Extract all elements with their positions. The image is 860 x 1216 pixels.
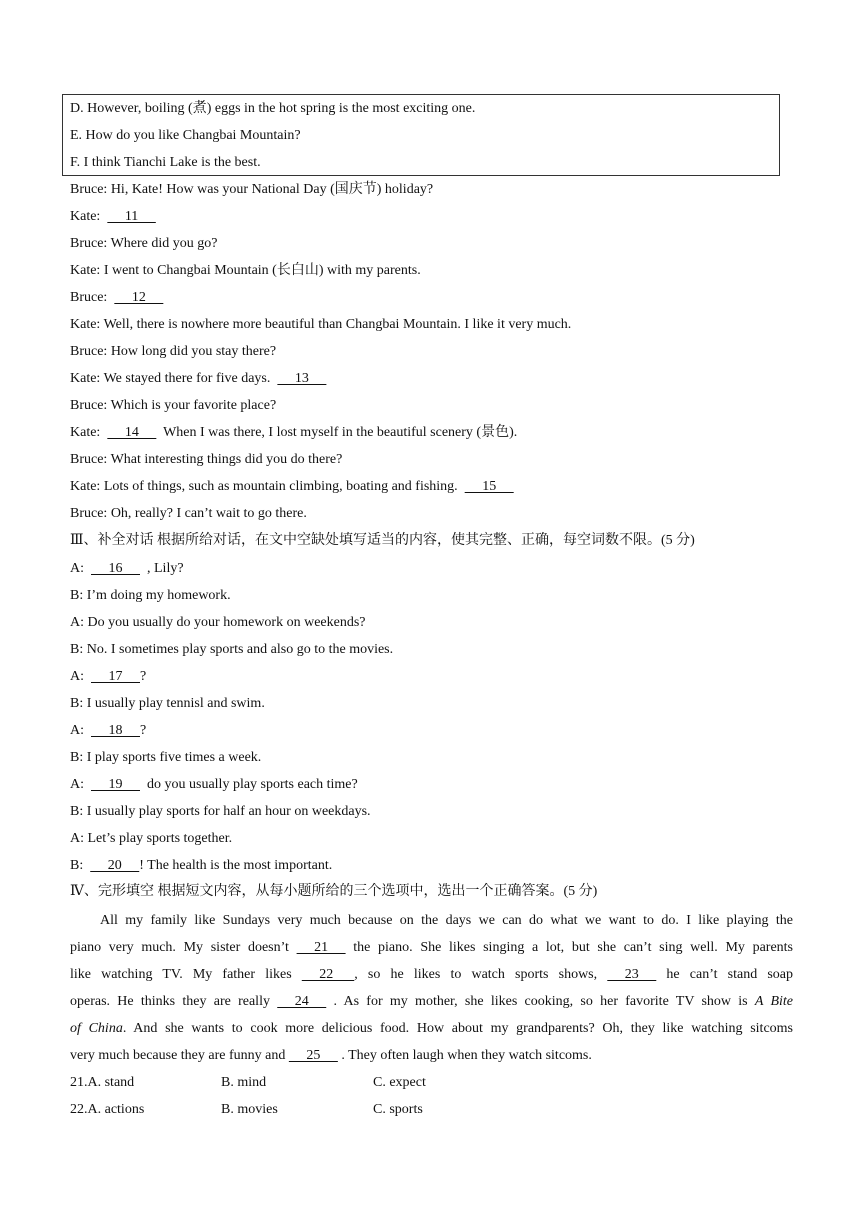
answer-blank[interactable]: 12 <box>114 290 164 305</box>
dialog-text: A: <box>70 561 91 576</box>
dialog-text: B: I’m doing my homework. <box>70 588 231 603</box>
option-f: F. I think Tianchi Lake is the best. <box>70 155 261 170</box>
dialog-line <box>70 262 421 280</box>
passage-line-3 <box>70 966 793 984</box>
dialog-line <box>70 397 276 415</box>
dialog-text: ! The health is the most important. <box>139 858 333 873</box>
dialog-line <box>70 641 393 659</box>
dialog-text: ? <box>140 669 147 684</box>
passage-line-2 <box>70 939 793 957</box>
dialog-line <box>70 857 332 875</box>
dialog-line <box>70 181 433 199</box>
dialog-text: do you usually play sports each time? <box>140 777 358 792</box>
dialog-line <box>70 316 571 334</box>
dialog-line <box>70 451 342 469</box>
blank-23[interactable]: 23 <box>607 967 657 982</box>
blank-21[interactable]: 21 <box>296 940 346 955</box>
dialog-line <box>70 235 217 253</box>
passage-text: , so he likes to watch sports shows, <box>354 967 608 982</box>
dialog-text: Kate: I went to Changbai Mountain (长白山) with my parents. <box>70 263 421 278</box>
dialog-line <box>70 830 232 848</box>
passage-text: operas. He thinks they are really <box>70 994 278 1009</box>
dialog-text: , Lily? <box>140 561 184 576</box>
dialog-line <box>70 505 307 523</box>
blank-24[interactable]: 24 <box>277 994 327 1009</box>
choice-22-b[interactable]: B. movies <box>221 1102 278 1117</box>
passage-text: like watching TV. My father likes <box>70 967 302 982</box>
passage-line-6 <box>70 1047 592 1065</box>
passage-line-5 <box>70 1020 793 1038</box>
dialog-line <box>70 614 366 632</box>
dialog-text: A: Let’s play sports together. <box>70 831 233 846</box>
dialog-text: Kate: Lots of things, such as mountain climbing, boating and fishing. <box>70 479 465 494</box>
dialog-text: B: I play sports five times a week. <box>70 750 262 765</box>
passage-text: . As for my mother, she likes cooking, so her favorite TV show is <box>326 994 755 1009</box>
choice-21-a[interactable]: 21.A. stand <box>70 1075 135 1090</box>
dialog-text: When I was there, I lost myself in the beautiful scenery (景色). <box>156 425 518 440</box>
answer-blank[interactable]: 20 <box>90 858 140 873</box>
dialog-line <box>70 695 265 713</box>
dialog-line <box>70 289 163 307</box>
choice-22-a[interactable]: 22.A. actions <box>70 1102 145 1117</box>
answer-blank[interactable]: 14 <box>107 425 157 440</box>
passage-line-1 <box>100 912 793 930</box>
passage-text: the piano. She likes singing a lot, but she can’t sing well. My parents <box>345 940 793 955</box>
dialog-text: Kate: <box>70 209 108 224</box>
dialog-line <box>70 749 261 767</box>
dialog-line <box>70 478 514 496</box>
choice-21-c[interactable]: C. expect <box>373 1075 426 1090</box>
passage-text: he can’t stand soap <box>656 967 793 982</box>
passage-line-4 <box>70 993 793 1011</box>
dialog-line <box>70 668 146 686</box>
dialog-line <box>70 424 517 442</box>
dialog-line <box>70 803 371 821</box>
answer-blank[interactable]: 13 <box>277 371 327 386</box>
dialog-text: Bruce: Hi, Kate! How was your National Day (国庆节) holiday? <box>70 182 434 197</box>
dialog-line <box>70 722 146 740</box>
passage-text: . And she wants to cook more delicious food. How about my grandparents? Oh, they like watching sitcoms <box>122 1021 793 1036</box>
passage-italic-title: of China <box>70 1021 123 1036</box>
dialog-line <box>70 343 276 361</box>
passage-text: piano very much. My sister doesn’t <box>70 940 297 955</box>
answer-blank[interactable]: 11 <box>107 209 156 224</box>
option-e: E. How do you like Changbai Mountain? <box>70 128 301 143</box>
dialog-text: Kate: Well, there is nowhere more beautiful than Changbai Mountain. I like it very much. <box>70 317 572 332</box>
dialog-text: Bruce: Oh, really? I can’t wait to go there. <box>70 506 307 521</box>
passage-text: . They often laugh when they watch sitcoms. <box>337 1048 592 1063</box>
dialog-text: ? <box>140 723 147 738</box>
dialog-line <box>70 587 231 605</box>
dialog-text: Bruce: <box>70 290 115 305</box>
dialog-line <box>70 370 326 388</box>
dialog-text: B: <box>70 858 91 873</box>
blank-25[interactable]: 25 <box>288 1048 338 1063</box>
dialog-text: B: I usually play tennisl and swim. <box>70 696 265 711</box>
dialog-text: Kate: <box>70 425 108 440</box>
section-4-title: Ⅳ、完形填空 根据短文内容，从每小题所给的三个选项中，选出一个正确答案。(5 分) <box>70 884 598 899</box>
passage-italic-title: A Bite <box>754 994 793 1009</box>
choice-21-b[interactable]: B. mind <box>221 1075 267 1090</box>
dialog-line <box>70 208 156 226</box>
answer-blank[interactable]: 16 <box>91 561 140 576</box>
dialog-text: Kate: We stayed there for five days. <box>70 371 278 386</box>
section-3-title: Ⅲ、补全对话 根据所给对话，在文中空缺处填写适当的内容，使其完整、正确，每空词数不限。(5 分) <box>70 533 695 548</box>
dialog-text: Bruce: Which is your favorite place? <box>70 398 277 413</box>
dialog-text: A: <box>70 723 91 738</box>
dialog-text: A: Do you usually do your homework on weekends? <box>70 615 366 630</box>
dialog-text: A: <box>70 669 91 684</box>
dialog-text: Bruce: Where did you go? <box>70 236 218 251</box>
answer-blank[interactable]: 19 <box>91 777 140 792</box>
answer-blank[interactable]: 17 <box>91 669 140 684</box>
choice-22-c[interactable]: C. sports <box>373 1102 423 1117</box>
blank-22[interactable]: 22 <box>301 967 355 982</box>
dialog-text: B: No. I sometimes play sports and also go to the movies. <box>70 642 394 657</box>
option-d: D. However, boiling (煮) eggs in the hot spring is the most exciting one. <box>70 101 476 116</box>
dialog-line <box>70 560 184 578</box>
passage-text: All my family like Sundays very much because on the days we can do what we want to do. I like playing the <box>100 913 793 928</box>
dialog-text: Bruce: What interesting things did you do there? <box>70 452 343 467</box>
dialog-text: B: I usually play sports for half an hour on weekdays. <box>70 804 371 819</box>
dialog-line <box>70 776 358 794</box>
dialog-text: Bruce: How long did you stay there? <box>70 344 277 359</box>
passage-text: very much because they are funny and <box>70 1048 289 1063</box>
dialog-text: A: <box>70 777 91 792</box>
answer-blank[interactable]: 15 <box>464 479 514 494</box>
answer-blank[interactable]: 18 <box>91 723 140 738</box>
